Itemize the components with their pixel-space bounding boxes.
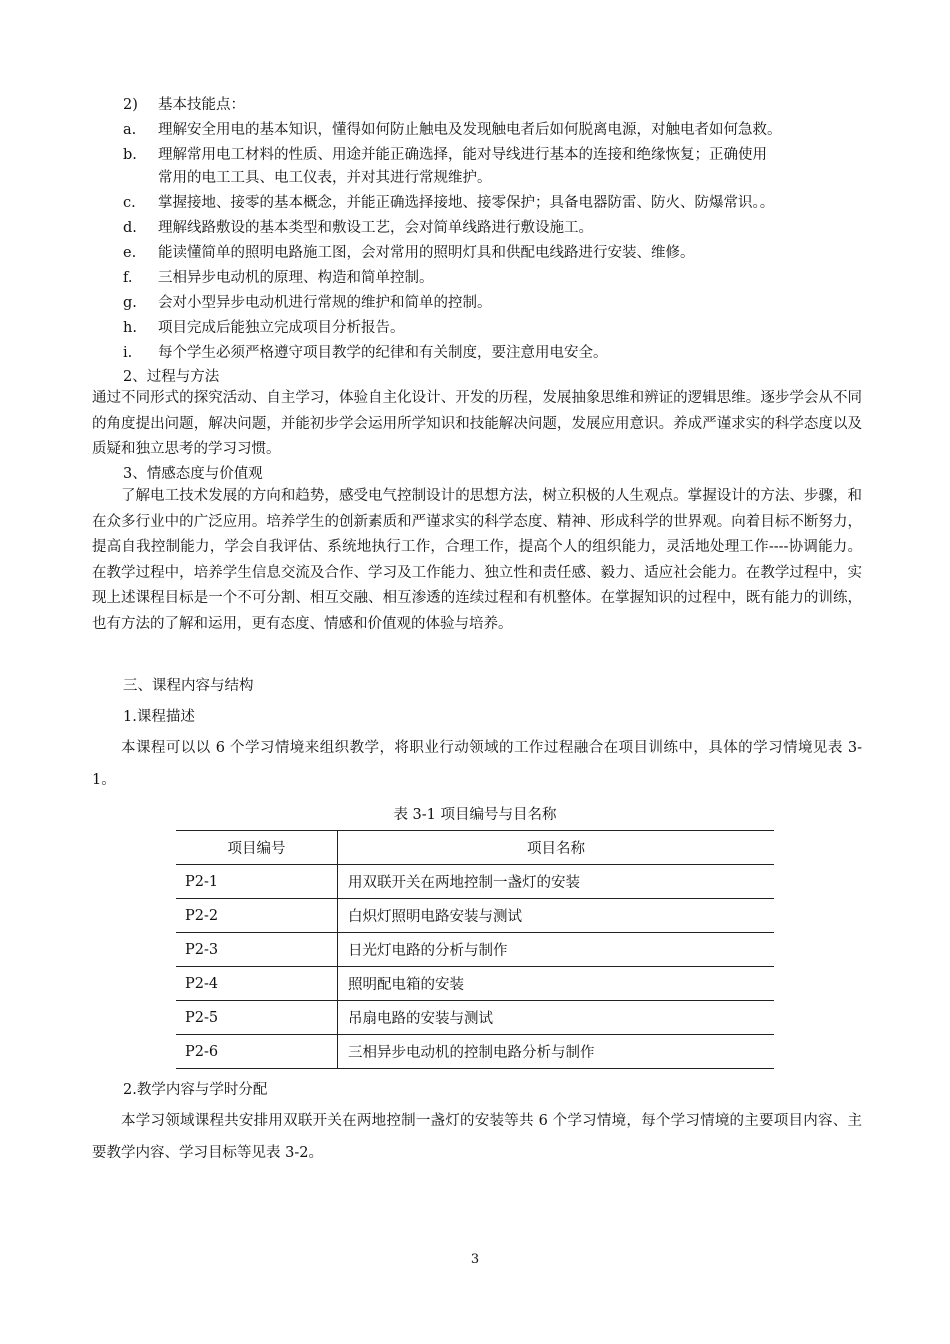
table-row [176,933,774,967]
project-table [176,830,774,1069]
skill-text: 掌握接地、接零的基本概念，并能正确选择接地、接零保护；具备电器防雷、防火、防爆常识。。 [158,195,775,211]
table-cell-id: P2-4 [176,967,338,1001]
skill-text: 理解线路敷设的基本类型和敷设工艺，会对简单线路进行敷设施工。 [158,220,593,236]
process-paragraph: 通过不同形式的探究活动、自主学习，体验自主化设计、开发的历程，发展抽象思维和辨证的逻辑思维。逐步学会从不同的角度提出问题，解决问题，并能初步学会运用所学知识和技能解决问题，发展应用意识。养成严谨求实的科学态度以及质疑和独立思考的学习习惯。 [92,390,862,457]
table-cell-name: 照明配电箱的安装 [338,967,775,1001]
table-header-cell: 项目编号 [176,831,338,865]
table-header-row [176,831,774,865]
table-cell-name: 三相异步电动机的控制电路分析与制作 [338,1035,775,1069]
table-row [176,967,774,1001]
skills-heading-marker: 2) [123,97,138,113]
skill-text: 项目完成后能独立完成项目分析报告。 [158,320,405,336]
table-cell-id: P2-6 [176,1035,338,1069]
emotion-heading: 3、情感态度与价值观 [123,466,263,482]
table-cell-id: P2-3 [176,933,338,967]
subsection-heading: 1.课程描述 [123,709,195,725]
table-row [176,1035,774,1069]
skill-text: 每个学生必须严格遵守项目教学的纪律和有关制度，要注意用电安全。 [158,345,608,361]
teaching-content-paragraph: 本学习领域课程共安排用双联开关在两地控制一盏灯的安装等共 6 个学习情境，每个学习情境的主要项目内容、主要教学内容、学习目标等见表 3-2。 [92,1113,862,1161]
table-cell-name: 吊扇电路的安装与测试 [338,1001,775,1035]
skill-text: 理解常用电工材料的性质、用途并能正确选择，能对导线进行基本的连接和绝缘恢复；正确使用 [158,147,767,163]
table-cell-name: 白炽灯照明电路安装与测试 [338,899,775,933]
page-number: 3 [470,1252,480,1267]
skill-text: 理解安全用电的基本知识，懂得如何防止触电及发现触电者后如何脱离电源，对触电者如何急救。 [158,122,782,138]
emotion-paragraph: 了解电工技术发展的方向和趋势，感受电气控制设计的思想方法，树立积极的人生观点。掌握设计的方法、步骤，和在众多行业中的广泛应用。培养学生的创新素质和严谨求实的科学态度、精神、形成科学的世界观。向着目标不断努力，提高自我控制能力，学会自我评估、系统地执行工作，合理工作，提高个人的组织能力，灵活地处理工作----协调能力。在教学过程中，培养学生信息交流及合作、学习及工作能力、独立性和责任感、毅力、适应社会能力。在教学过程中，实现上述课程目标是一个不可分割、相互交融、相互渗透的连续过程和有机整体。在掌握知识的过程中，既有能力的训练，也有方法的了解和运用，更有态度、情感和价值观的体验与培养。 [92,488,862,632]
skill-marker: c. [123,195,136,211]
process-heading: 2、过程与方法 [123,369,220,385]
skill-marker: i. [123,345,133,361]
skill-marker: f. [123,270,133,286]
skill-text: 能读懂简单的照明电路施工图，会对常用的照明灯具和供配电线路进行安装、维修。 [158,245,695,261]
table-cell-id: P2-5 [176,1001,338,1035]
table-cell-name: 用双联开关在两地控制一盏灯的安装 [338,865,775,899]
skill-marker: h. [123,320,137,336]
skills-heading-text: 基本技能点： [158,97,245,113]
course-description: 本课程可以以 6 个学习情境来组织教学，将职业行动领域的工作过程融合在项目训练中，具体的学习情境见表 3-1。 [92,740,862,788]
skill-marker: e. [123,245,137,261]
table-row [176,1001,774,1035]
skill-marker: g. [123,295,137,311]
table-cell-id: P2-2 [176,899,338,933]
table-row [176,865,774,899]
skill-text: 三相异步电动机的原理、构造和简单控制。 [158,270,434,286]
table-cell-name: 日光灯电路的分析与制作 [338,933,775,967]
table-row [176,899,774,933]
skill-marker: a. [123,122,137,138]
subsection-heading-2: 2.教学内容与学时分配 [123,1082,268,1098]
skill-text: 会对小型异步电动机进行常规的维护和简单的控制。 [158,295,492,311]
skill-marker: b. [123,147,137,163]
section-heading: 三、课程内容与结构 [123,678,254,694]
table-caption: 表 3-1 项目编号与目名称 [393,807,557,823]
skill-marker: d. [123,220,137,236]
table-header-cell: 项目名称 [338,831,775,865]
skill-text: 常用的电工工具、电工仪表，并对其进行常规维护。 [158,170,492,186]
table-cell-id: P2-1 [176,865,338,899]
